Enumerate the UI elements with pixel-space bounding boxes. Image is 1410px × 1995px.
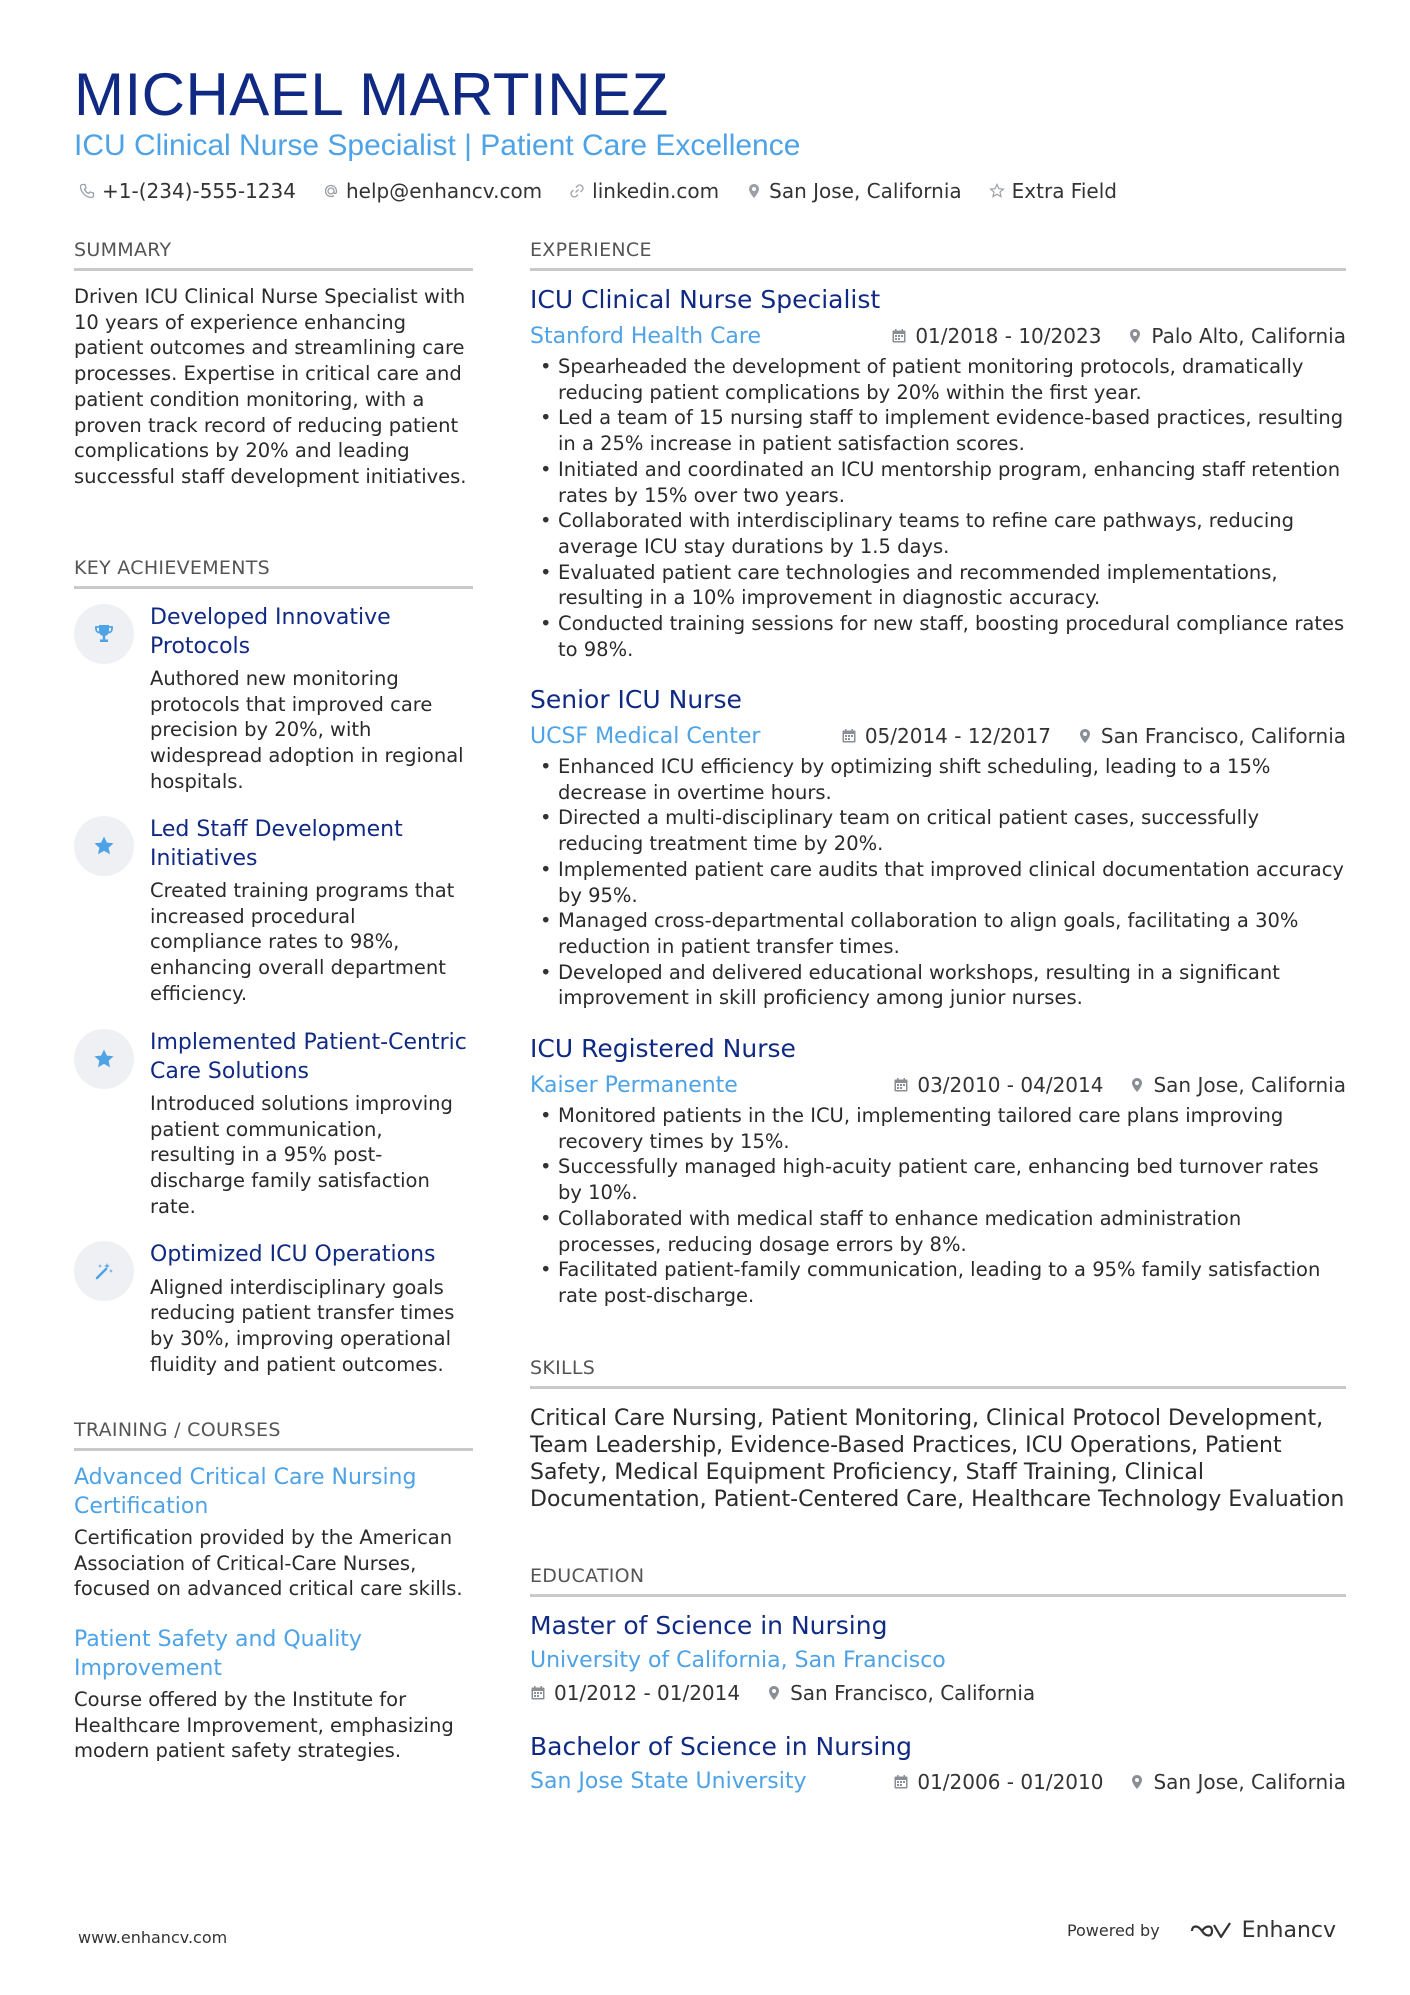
course-item bbox=[74, 1463, 473, 1602]
education-entry bbox=[530, 1610, 1346, 1708]
job-company: Stanford Health Care bbox=[530, 323, 762, 349]
job-bullet: • Evaluated patient care technologies and recommended implementations, resulting in a 10% improvement in diagnostic accuracy. bbox=[530, 560, 1346, 611]
job-bullet: • Enhanced ICU efficiency by optimizing shift scheduling, leading to a 15% decrease in overtime hours. bbox=[530, 754, 1346, 805]
education-dates-text: 01/2006 - 01/2010 bbox=[917, 1770, 1104, 1794]
at-icon bbox=[322, 182, 340, 200]
contact-extra bbox=[988, 178, 1117, 204]
job-location bbox=[1129, 1073, 1346, 1097]
education-location-text: San Francisco, California bbox=[790, 1681, 1036, 1705]
star-icon bbox=[74, 1029, 134, 1089]
trophy-icon bbox=[74, 604, 134, 664]
location-pin-icon bbox=[766, 1685, 782, 1701]
training-title: TRAINING / COURSES bbox=[74, 1418, 473, 1451]
education-degree: Master of Science in Nursing bbox=[530, 1611, 888, 1640]
job-role: ICU Registered Nurse bbox=[530, 1034, 796, 1063]
contact-email[interactable] bbox=[322, 178, 542, 204]
calendar-icon bbox=[893, 1774, 909, 1790]
location-pin-icon bbox=[1127, 328, 1143, 344]
contact-bar bbox=[78, 178, 1143, 204]
education-degree: Bachelor of Science in Nursing bbox=[530, 1732, 913, 1761]
job-location-text: Palo Alto, California bbox=[1151, 324, 1346, 348]
contact-linkedin[interactable] bbox=[568, 178, 719, 204]
job-bullet: • Successfully managed high-acuity patient care, enhancing bed turnover rates by 10%. bbox=[530, 1154, 1346, 1205]
education-location bbox=[766, 1681, 1035, 1705]
calendar-icon bbox=[893, 1077, 909, 1093]
contact-extra-text: Extra Field bbox=[1011, 179, 1117, 203]
job-entry bbox=[530, 1033, 1346, 1309]
location-pin-icon bbox=[1077, 728, 1093, 744]
job-bullets bbox=[530, 354, 1346, 662]
achievement-item bbox=[74, 1029, 473, 1220]
experience-title: EXPERIENCE bbox=[530, 238, 1346, 271]
footer-powered bbox=[1067, 1918, 1336, 1943]
job-role: ICU Clinical Nurse Specialist bbox=[530, 285, 881, 314]
achievement-item bbox=[74, 1241, 473, 1377]
job-location bbox=[1077, 724, 1346, 748]
education-school: University of California, San Francisco bbox=[530, 1648, 946, 1673]
achievement-desc: Introduced solutions improving patient communication, resulting in a 95% post-discharge family satisfaction rate. bbox=[150, 1092, 453, 1218]
phone-icon bbox=[78, 182, 96, 200]
job-bullet: • Led a team of 15 nursing staff to implement evidence-based practices, resulting in a 25% increase in patient satisfaction scores. bbox=[530, 405, 1346, 456]
summary-text: Driven ICU Clinical Nurse Specialist with 10 years of experience enhancing patient outcomes and streamlining care processes. Expertise in critical care and patient condition monitoring, with a proven track record of reducing patient complications by 20% and leading successful staff development initiatives. bbox=[74, 285, 467, 488]
education-dates bbox=[893, 1770, 1103, 1794]
job-bullet: • Collaborated with medical staff to enhance medication administration processes, reducing dosage errors by 8%. bbox=[530, 1206, 1346, 1257]
job-bullet: • Spearheaded the development of patient monitoring protocols, dramatically reducing patient complications by 20% within the first year. bbox=[530, 354, 1346, 405]
achievement-desc: Authored new monitoring protocols that improved care precision by 20%, with widespread adoption in regional hospitals. bbox=[150, 667, 464, 793]
job-dates-text: 01/2018 - 10/2023 bbox=[915, 324, 1102, 348]
job-bullets bbox=[530, 1103, 1346, 1309]
enhancv-logo[interactable] bbox=[1188, 1918, 1336, 1943]
education-title: EDUCATION bbox=[530, 1564, 1346, 1597]
job-bullet: • Developed and delivered educational workshops, resulting in a significant improvement in skill proficiency among junior nurses. bbox=[530, 960, 1346, 1011]
course-item bbox=[74, 1625, 473, 1764]
enhancv-brand-text: Enhancv bbox=[1241, 1918, 1336, 1943]
job-bullets bbox=[530, 754, 1346, 1011]
job-dates-text: 05/2014 - 12/2017 bbox=[864, 724, 1051, 748]
job-bullet: • Implemented patient care audits that improved clinical documentation accuracy by 95%. bbox=[530, 857, 1346, 908]
achievement-title: Developed Innovative Protocols bbox=[150, 605, 391, 659]
job-company: UCSF Medical Center bbox=[530, 723, 761, 749]
footer-website[interactable]: www.enhancv.com bbox=[78, 1928, 228, 1947]
job-dates bbox=[893, 1073, 1103, 1097]
contact-phone-text: +1-(234)-555-1234 bbox=[102, 179, 296, 203]
job-company: Kaiser Permanente bbox=[530, 1072, 738, 1098]
skills-text: Critical Care Nursing, Patient Monitoring, Clinical Protocol Development, Team Leadership, Evidence-Based Practices, ICU Operations, Patient Safety, Medical Equipment Proficiency, Staff Training, Clinical Documentation, Patient-Centered Care, Healthcare Technology Evaluation bbox=[530, 1406, 1345, 1512]
calendar-icon bbox=[841, 728, 857, 744]
powered-by-label: Powered by bbox=[1066, 1921, 1160, 1940]
star-icon bbox=[74, 816, 134, 876]
star-outline-icon bbox=[988, 182, 1006, 200]
education-location bbox=[1129, 1770, 1346, 1794]
contact-phone bbox=[78, 178, 296, 204]
enhancv-logo-icon bbox=[1188, 1919, 1234, 1943]
contact-email-text: help@enhancv.com bbox=[345, 179, 543, 203]
achievement-title: Implemented Patient-Centric Care Solutions bbox=[150, 1030, 467, 1084]
summary-title: SUMMARY bbox=[74, 238, 473, 271]
education-dates bbox=[530, 1681, 740, 1705]
course-title: Advanced Critical Care Nursing Certification bbox=[74, 1465, 417, 1519]
candidate-name: MICHAEL MARTINEZ bbox=[74, 61, 669, 128]
job-entry bbox=[530, 684, 1346, 1011]
course-desc: Course offered by the Institute for Healthcare Improvement, emphasizing modern patient safety strategies. bbox=[74, 1688, 454, 1763]
skills-title: SKILLS bbox=[530, 1356, 1346, 1389]
job-dates bbox=[841, 724, 1051, 748]
link-icon bbox=[568, 182, 586, 200]
education-school: San Jose State University bbox=[530, 1769, 807, 1794]
achievement-item bbox=[74, 816, 473, 1007]
job-bullet: • Facilitated patient-family communication, leading to a 95% family satisfaction rate post-discharge. bbox=[530, 1257, 1346, 1308]
location-pin-icon bbox=[745, 182, 763, 200]
location-pin-icon bbox=[1129, 1774, 1145, 1790]
achievement-title: Optimized ICU Operations bbox=[150, 1242, 436, 1267]
location-pin-icon bbox=[1129, 1077, 1145, 1093]
calendar-icon bbox=[891, 328, 907, 344]
job-bullet: • Conducted training sessions for new staff, boosting procedural compliance rates to 98%. bbox=[530, 611, 1346, 662]
job-bullet: • Initiated and coordinated an ICU mentorship program, enhancing staff retention rates by 15% over two years. bbox=[530, 457, 1346, 508]
job-location bbox=[1127, 324, 1346, 348]
achievement-item bbox=[74, 604, 473, 795]
course-desc: Certification provided by the American Association of Critical-Care Nurses, focused on advanced critical care skills. bbox=[74, 1526, 463, 1601]
achievement-title: Led Staff Development Initiatives bbox=[150, 817, 403, 871]
magic-wand-icon bbox=[74, 1241, 134, 1301]
job-bullet: • Monitored patients in the ICU, implementing tailored care plans improving recovery times by 15%. bbox=[530, 1103, 1346, 1154]
job-bullet: • Directed a multi-disciplinary team on critical patient cases, successfully reducing treatment time by 20%. bbox=[530, 805, 1346, 856]
education-entry bbox=[530, 1731, 1346, 1797]
job-dates-text: 03/2010 - 04/2014 bbox=[917, 1073, 1104, 1097]
contact-location-text: San Jose, California bbox=[769, 179, 962, 203]
calendar-icon bbox=[530, 1685, 546, 1701]
achievement-desc: Created training programs that increased procedural compliance rates to 98%, enhancing overall department efficiency. bbox=[150, 879, 455, 1005]
job-location-text: San Jose, California bbox=[1153, 1073, 1346, 1097]
contact-location bbox=[745, 178, 962, 204]
contact-linkedin-text: linkedin.com bbox=[592, 179, 720, 203]
education-dates-text: 01/2012 - 01/2014 bbox=[554, 1681, 741, 1705]
education-location-text: San Jose, California bbox=[1153, 1770, 1346, 1794]
achievements-title: KEY ACHIEVEMENTS bbox=[74, 556, 473, 589]
job-role: Senior ICU Nurse bbox=[530, 685, 742, 714]
job-bullet: • Collaborated with interdisciplinary teams to refine care pathways, reducing average ICU stay durations by 1.5 days. bbox=[530, 508, 1346, 559]
job-bullet: • Managed cross-departmental collaboration to align goals, facilitating a 30% reduction in patient transfer times. bbox=[530, 908, 1346, 959]
job-entry bbox=[530, 284, 1346, 662]
job-location-text: San Francisco, California bbox=[1100, 724, 1346, 748]
course-title: Patient Safety and Quality Improvement bbox=[74, 1627, 362, 1681]
job-dates bbox=[891, 324, 1101, 348]
achievement-desc: Aligned interdisciplinary goals reducing patient transfer times by 30%, improving operational fluidity and patient outcomes. bbox=[150, 1275, 455, 1376]
candidate-headline: ICU Clinical Nurse Specialist | Patient Care Excellence bbox=[74, 129, 801, 162]
